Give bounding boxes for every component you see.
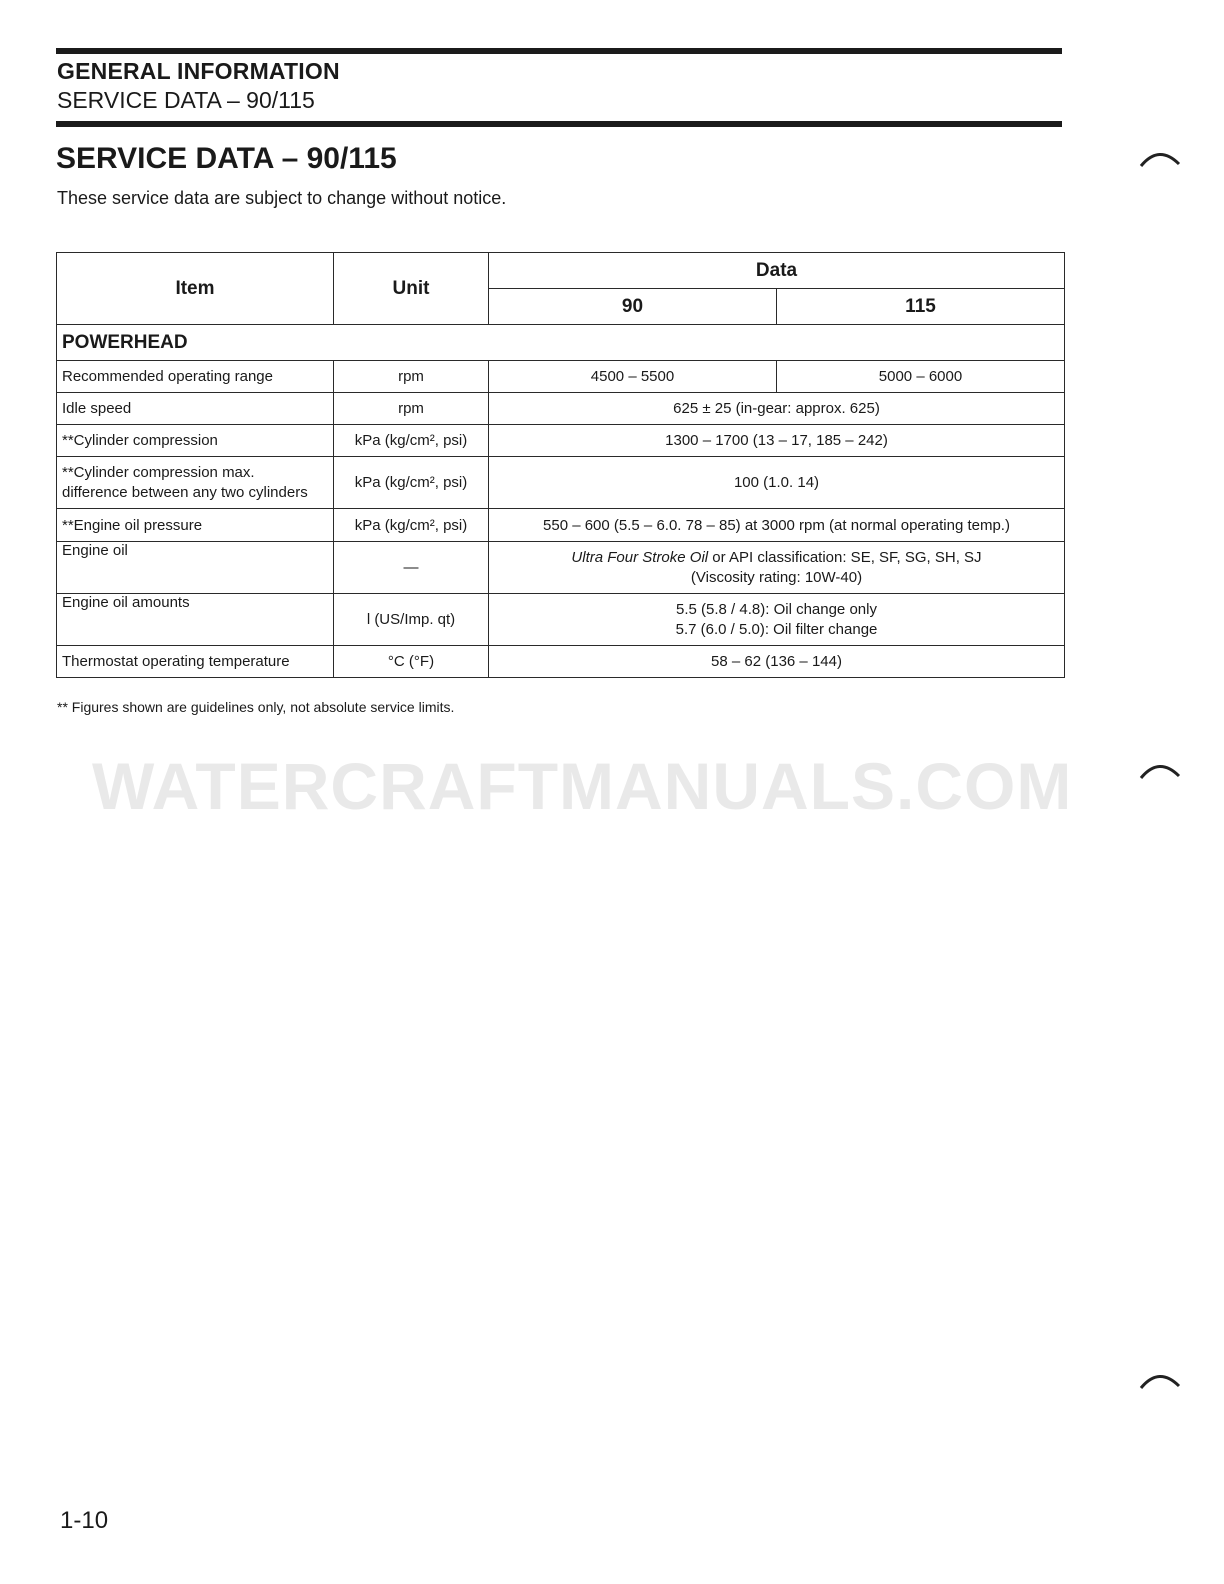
col-header-unit: Unit — [334, 253, 489, 325]
row-value: 1300 – 1700 (13 – 17, 185 – 242) — [489, 425, 1065, 457]
col-header-item: Item — [57, 253, 334, 325]
row-item: Thermostat operating temperature — [57, 646, 334, 678]
page-number: 1-10 — [60, 1507, 109, 1534]
row-unit: — — [334, 542, 489, 594]
header-rule-top — [56, 48, 1062, 54]
footnote: ** Figures shown are guidelines only, not absolute service limits. — [57, 699, 455, 715]
row-value-line2: 5.7 (6.0 / 5.0): Oil filter change — [675, 620, 878, 638]
table-header-row — [57, 253, 1065, 289]
row-unit: kPa (kg/cm², psi) — [334, 509, 489, 542]
section-row — [57, 325, 1065, 361]
row-unit: rpm — [334, 361, 489, 393]
row-value-line2: (Viscosity rating: 10W-40) — [690, 568, 863, 586]
row-item: Idle speed — [57, 393, 334, 425]
section-label-powerhead: POWERHEAD — [57, 325, 1065, 361]
binder-hole-mark — [1139, 146, 1181, 168]
header-rule-bottom — [56, 121, 1062, 127]
oil-brand-name: Ultra Four Stroke Oil — [571, 548, 709, 566]
watermark: WATERCRAFTMANUALS.COM — [92, 749, 1073, 823]
table-row — [57, 393, 1065, 425]
oil-classification: or API classification: SE, SF, SG, SH, SJ — [708, 548, 982, 566]
page-title: SERVICE DATA – 90/115 — [56, 142, 397, 175]
row-value-line1 — [494, 548, 1059, 568]
row-unit: rpm — [334, 393, 489, 425]
col-header-90: 90 — [489, 289, 777, 325]
header-subsection-title: SERVICE DATA – 90/115 — [57, 87, 315, 113]
row-item: **Engine oil pressure — [57, 509, 334, 542]
binder-hole-mark — [1139, 1368, 1181, 1390]
table-row — [57, 594, 1065, 646]
row-item-line2: difference between any two cylinders — [62, 483, 308, 501]
row-value-line1: 5.5 (5.8 / 4.8): Oil change only — [676, 600, 877, 618]
row-item: Engine oil — [57, 542, 334, 594]
row-unit: kPa (kg/cm², psi) — [334, 457, 489, 509]
row-value: 58 – 62 (136 – 144) — [489, 646, 1065, 678]
table-row — [57, 542, 1065, 594]
col-header-data: Data — [489, 253, 1065, 289]
row-item: Engine oil amounts — [57, 594, 334, 646]
row-item-line1: **Cylinder compression max. — [62, 463, 255, 481]
header-section-title: GENERAL INFORMATION — [57, 58, 340, 84]
binder-hole-mark — [1139, 758, 1181, 780]
table-row — [57, 361, 1065, 393]
row-value: 625 ± 25 (in-gear: approx. 625) — [489, 393, 1065, 425]
row-item: **Cylinder compression — [57, 425, 334, 457]
row-item: Recommended operating range — [57, 361, 334, 393]
col-header-115: 115 — [777, 289, 1065, 325]
row-value — [489, 542, 1065, 594]
row-value — [489, 594, 1065, 646]
row-value-90: 4500 – 5500 — [489, 361, 777, 393]
table-row — [57, 425, 1065, 457]
row-value-115: 5000 – 6000 — [777, 361, 1065, 393]
intro-text: These service data are subject to change without notice. — [57, 188, 507, 208]
row-value: 550 – 600 (5.5 – 6.0. 78 – 85) at 3000 rpm (at normal operating temp.) — [489, 509, 1065, 542]
table-row — [57, 646, 1065, 678]
table-row — [57, 509, 1065, 542]
service-data-table — [56, 252, 1065, 678]
row-item — [57, 457, 334, 509]
row-unit: l (US/Imp. qt) — [334, 594, 489, 646]
row-unit: °C (°F) — [334, 646, 489, 678]
row-unit: kPa (kg/cm², psi) — [334, 425, 489, 457]
row-value: 100 (1.0. 14) — [489, 457, 1065, 509]
table-row — [57, 457, 1065, 509]
